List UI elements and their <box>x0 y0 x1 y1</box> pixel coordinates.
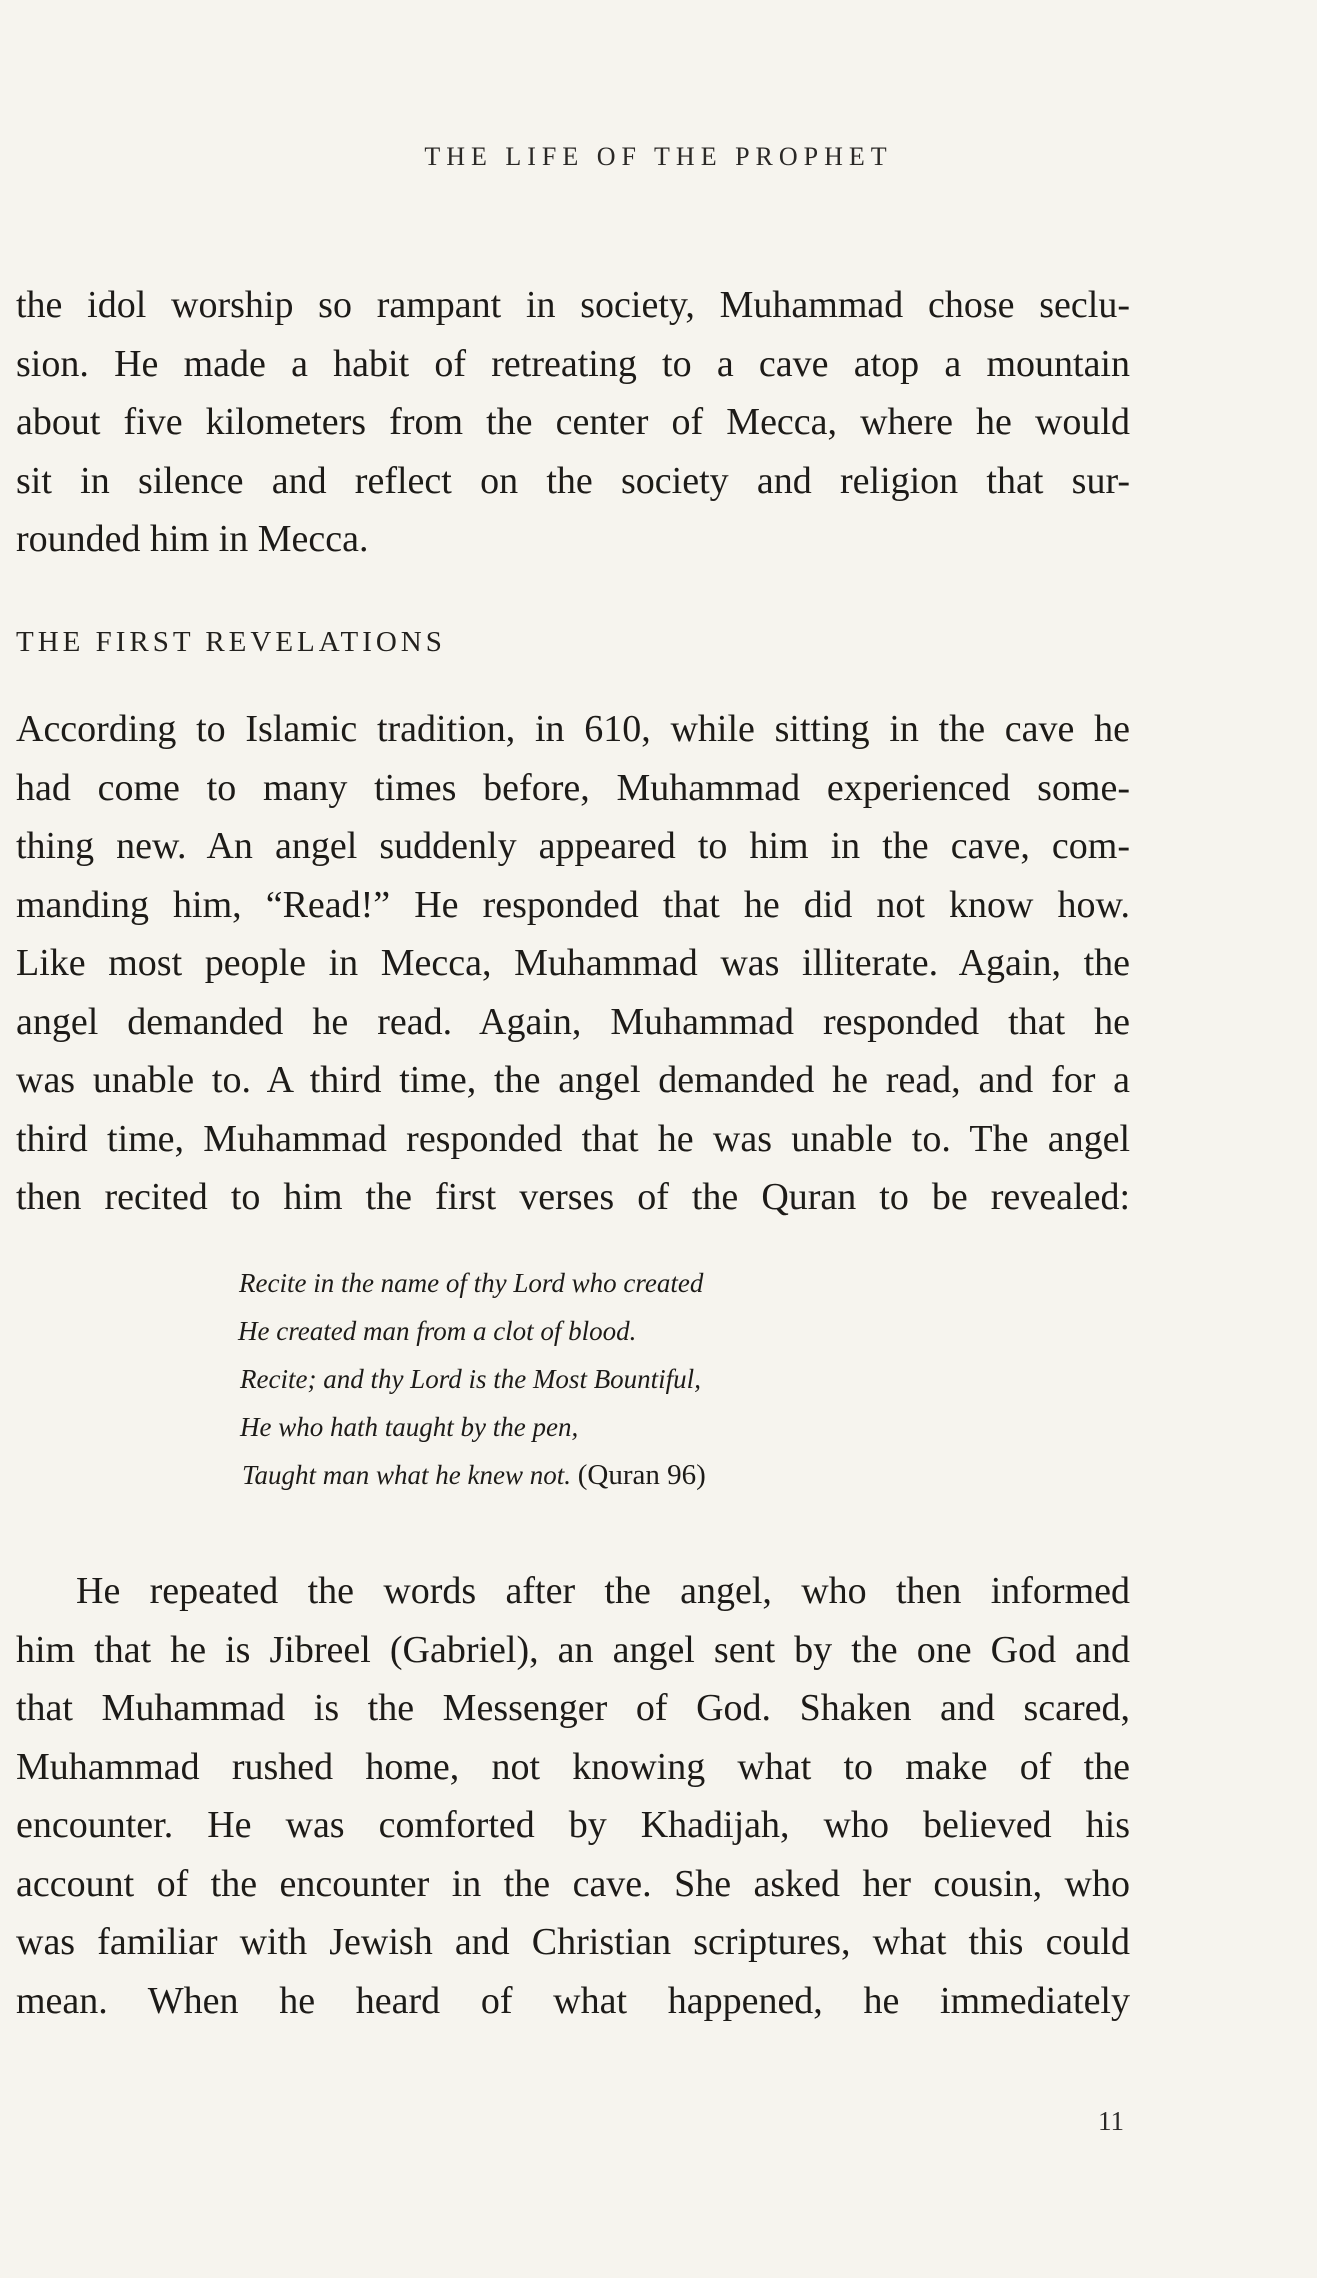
section-heading: THE FIRST REVELATIONS <box>16 626 446 658</box>
paragraph-line: encounter. He was comforted by Khadijah, who believed his <box>16 1804 1130 1846</box>
paragraph-line: angel demanded he read. Again, Muhammad responded that he <box>16 1000 1130 1043</box>
paragraph-line: thing new. An angel suddenly appeared to him in the cave, com- <box>16 825 1130 867</box>
running-head: THE LIFE OF THE PROPHET <box>424 142 893 171</box>
paragraph-line: Muhammad rushed home, not knowing what to make of the <box>16 1745 1130 1788</box>
page-number: 11 <box>1098 2106 1124 2136</box>
quran-verse-block <box>236 1259 996 1499</box>
verse-line: Recite in the name of thy Lord who created <box>239 1268 704 1298</box>
paragraph-line: sion. He made a habit of retreating to a cave atop a mountain <box>16 342 1130 385</box>
paragraph-line: rounded him in Mecca. <box>16 518 369 560</box>
paragraph-line: third time, Muhammad responded that he was unable to. The angel <box>16 1117 1130 1160</box>
paragraph-line: He repeated the words after the angel, who then informed <box>76 1570 1130 1612</box>
verse-citation: (Quran 96) <box>577 1459 706 1491</box>
verse-line: Recite; and thy Lord is the Most Bountiful, <box>240 1364 701 1394</box>
paragraph-idol-worship <box>16 276 1130 569</box>
paragraph-line: had come to many times before, Muhammad experienced some- <box>16 766 1130 809</box>
paragraph-line: manding him, “Read!” He responded that he did not know how. <box>16 883 1130 926</box>
paragraph-line: about five kilometers from the center of Mecca, where he would <box>16 401 1130 443</box>
paragraph-line: then recited to him the first verses of the Quran to be revealed: <box>16 1176 1130 1218</box>
paragraph-line: was familiar with Jewish and Christian scriptures, what this could <box>16 1921 1130 1963</box>
paragraph-first-revelation <box>16 700 1130 1227</box>
paragraph-line: him that he is Jibreel (Gabriel), an angel sent by the one God and <box>16 1628 1130 1671</box>
verse-line-text: Taught man what he knew not. <box>242 1460 572 1490</box>
paragraph-line: mean. When he heard of what happened, he immediately <box>16 1979 1130 2022</box>
paragraph-jibreel <box>16 1562 1130 2030</box>
paragraph-line: According to Islamic tradition, in 610, while sitting in the cave he <box>16 708 1130 750</box>
paragraph-line: sit in silence and reflect on the society and religion that sur- <box>16 459 1130 502</box>
paragraph-line: the idol worship so rampant in society, Muhammad chose seclu- <box>16 284 1130 326</box>
verse-line: He created man from a clot of blood. <box>238 1316 637 1346</box>
verse-line-last <box>236 1451 996 1499</box>
paragraph-line: that Muhammad is the Messenger of God. Shaken and scared, <box>16 1687 1130 1729</box>
paragraph-line: Like most people in Mecca, Muhammad was illiterate. Again, the <box>16 942 1130 984</box>
verse-line: He who hath taught by the pen, <box>240 1412 579 1442</box>
paragraph-line: account of the encounter in the cave. She asked her cousin, who <box>16 1862 1130 1905</box>
paragraph-line: was unable to. A third time, the angel demanded he read, and for a <box>16 1059 1130 1101</box>
